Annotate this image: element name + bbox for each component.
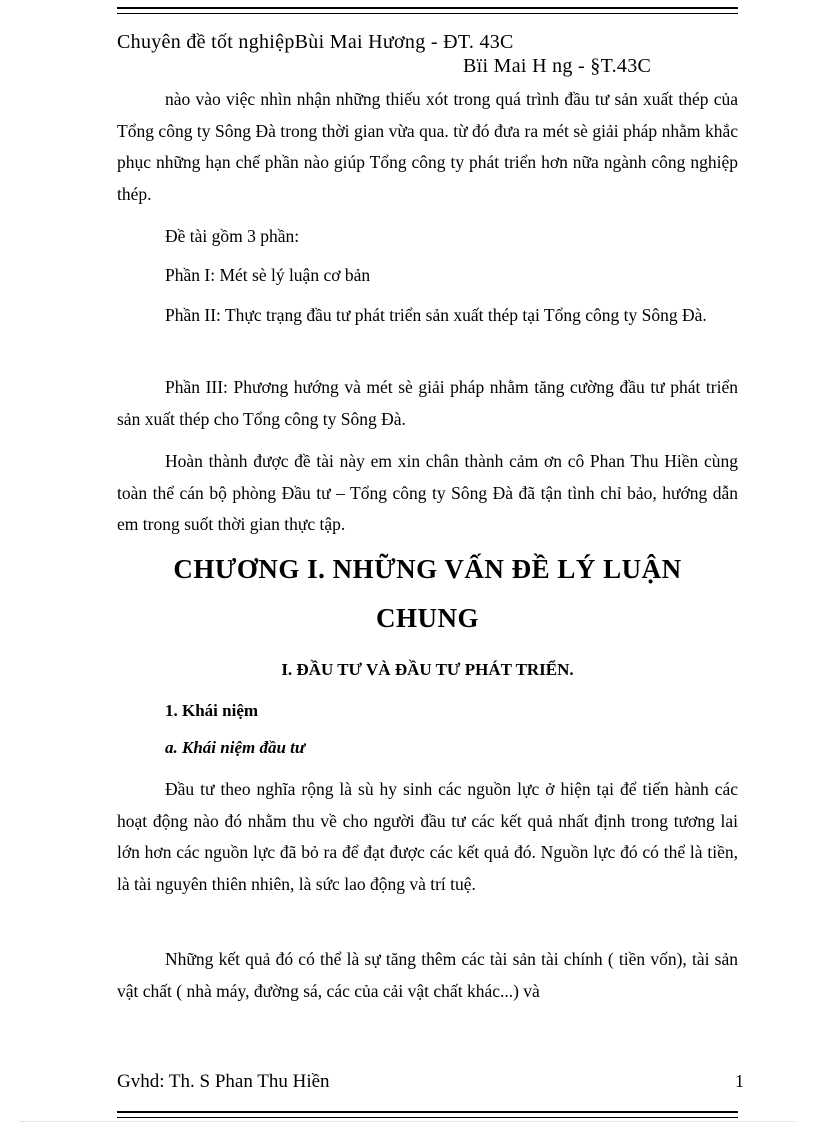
results-paragraph (117, 944, 738, 1007)
part-2-paragraph (117, 300, 738, 332)
chapter-title-line2: CHUNG (376, 603, 479, 633)
definition-paragraph (117, 774, 738, 900)
part-1-line: Phần I: Mét sè lý luận cơ bản (165, 265, 371, 285)
topic-parts-line: Đề tài gồm 3 phần: (165, 226, 300, 246)
intro-continuation (117, 84, 738, 210)
thanks-text: Hoàn thành được đề tài này em xin chân thành cảm ơn cô Phan Thu Hiền cùng toàn thể cán bộ phòng Đầu tư – Tổng công ty Sông Đà đã tận tình chỉ bảo, hướng dẫn em trong suốt thời gian thực tập. (117, 451, 738, 534)
header-rule (117, 7, 738, 14)
intro-text: nào vào việc nhìn nhận những thiếu xót trong quá trình đầu tư sản xuất thép của Tổng công ty Sông Đà trong thời gian vừa qua. từ đó đưa ra mét sè giải pháp nhằm khắc phục những hạn chế phần nào giúp Tổng công ty phát triển hơn nữa ngành công nghiệp thép. (117, 89, 738, 204)
page-number: 1 (735, 1071, 744, 1091)
chapter-title-line1: CHƯƠNG I. NHỮNG VẤN ĐỀ LÝ LUẬN (173, 554, 682, 584)
section-title: I. ĐẦU TƯ VÀ ĐẦU TƯ PHÁT TRIỂN. (281, 660, 574, 679)
header-title-garbled: Bïi Mai H ng - §T.43C (463, 55, 652, 77)
subsection-1-heading: 1. Khái niệm (165, 701, 259, 720)
part-3-text: Phần III: Phương hướng và mét sè giải pháp nhằm tăng cường đầu tư phát triển sản xuất thép cho Tổng công ty Sông Đà. (117, 377, 738, 429)
footer-rule (117, 1111, 738, 1118)
results-text: Những kết quả đó có thể là sự tăng thêm các tài sản tài chính ( tiền vốn), tài sản vật chất ( nhà máy, đường sá, các của cải vật chất khác...) và (117, 949, 738, 1001)
subsection-a-heading: a. Khái niệm đầu tư (165, 738, 306, 757)
page-edge-dots (20, 1121, 796, 1122)
part-2-text: Phần II: Thực trạng đầu tư phát triển sản xuất thép tại Tổng công ty Sông Đà. (165, 305, 707, 325)
thanks-paragraph (117, 446, 738, 541)
footer-advisor: Gvhd: Th. S Phan Thu Hiền (117, 1071, 330, 1092)
part-3-paragraph (117, 372, 738, 435)
definition-text: Đầu tư theo nghĩa rộng là sù hy sinh các nguồn lực ở hiện tại để tiến hành các hoạt động nào đó nhằm thu về cho người đầu tư các kết quả nhất định trong tương lai lớn hơn các nguồn lực đã bỏ ra để đạt được các kết quả đó. Nguồn lực đó có thể là tiền, là tài nguyên thiên nhiên, là sức lao động và trí tuệ. (117, 779, 738, 894)
header-title: Chuyên đề tốt nghiệpBùi Mai Hương - ĐT. 43C (117, 31, 514, 53)
